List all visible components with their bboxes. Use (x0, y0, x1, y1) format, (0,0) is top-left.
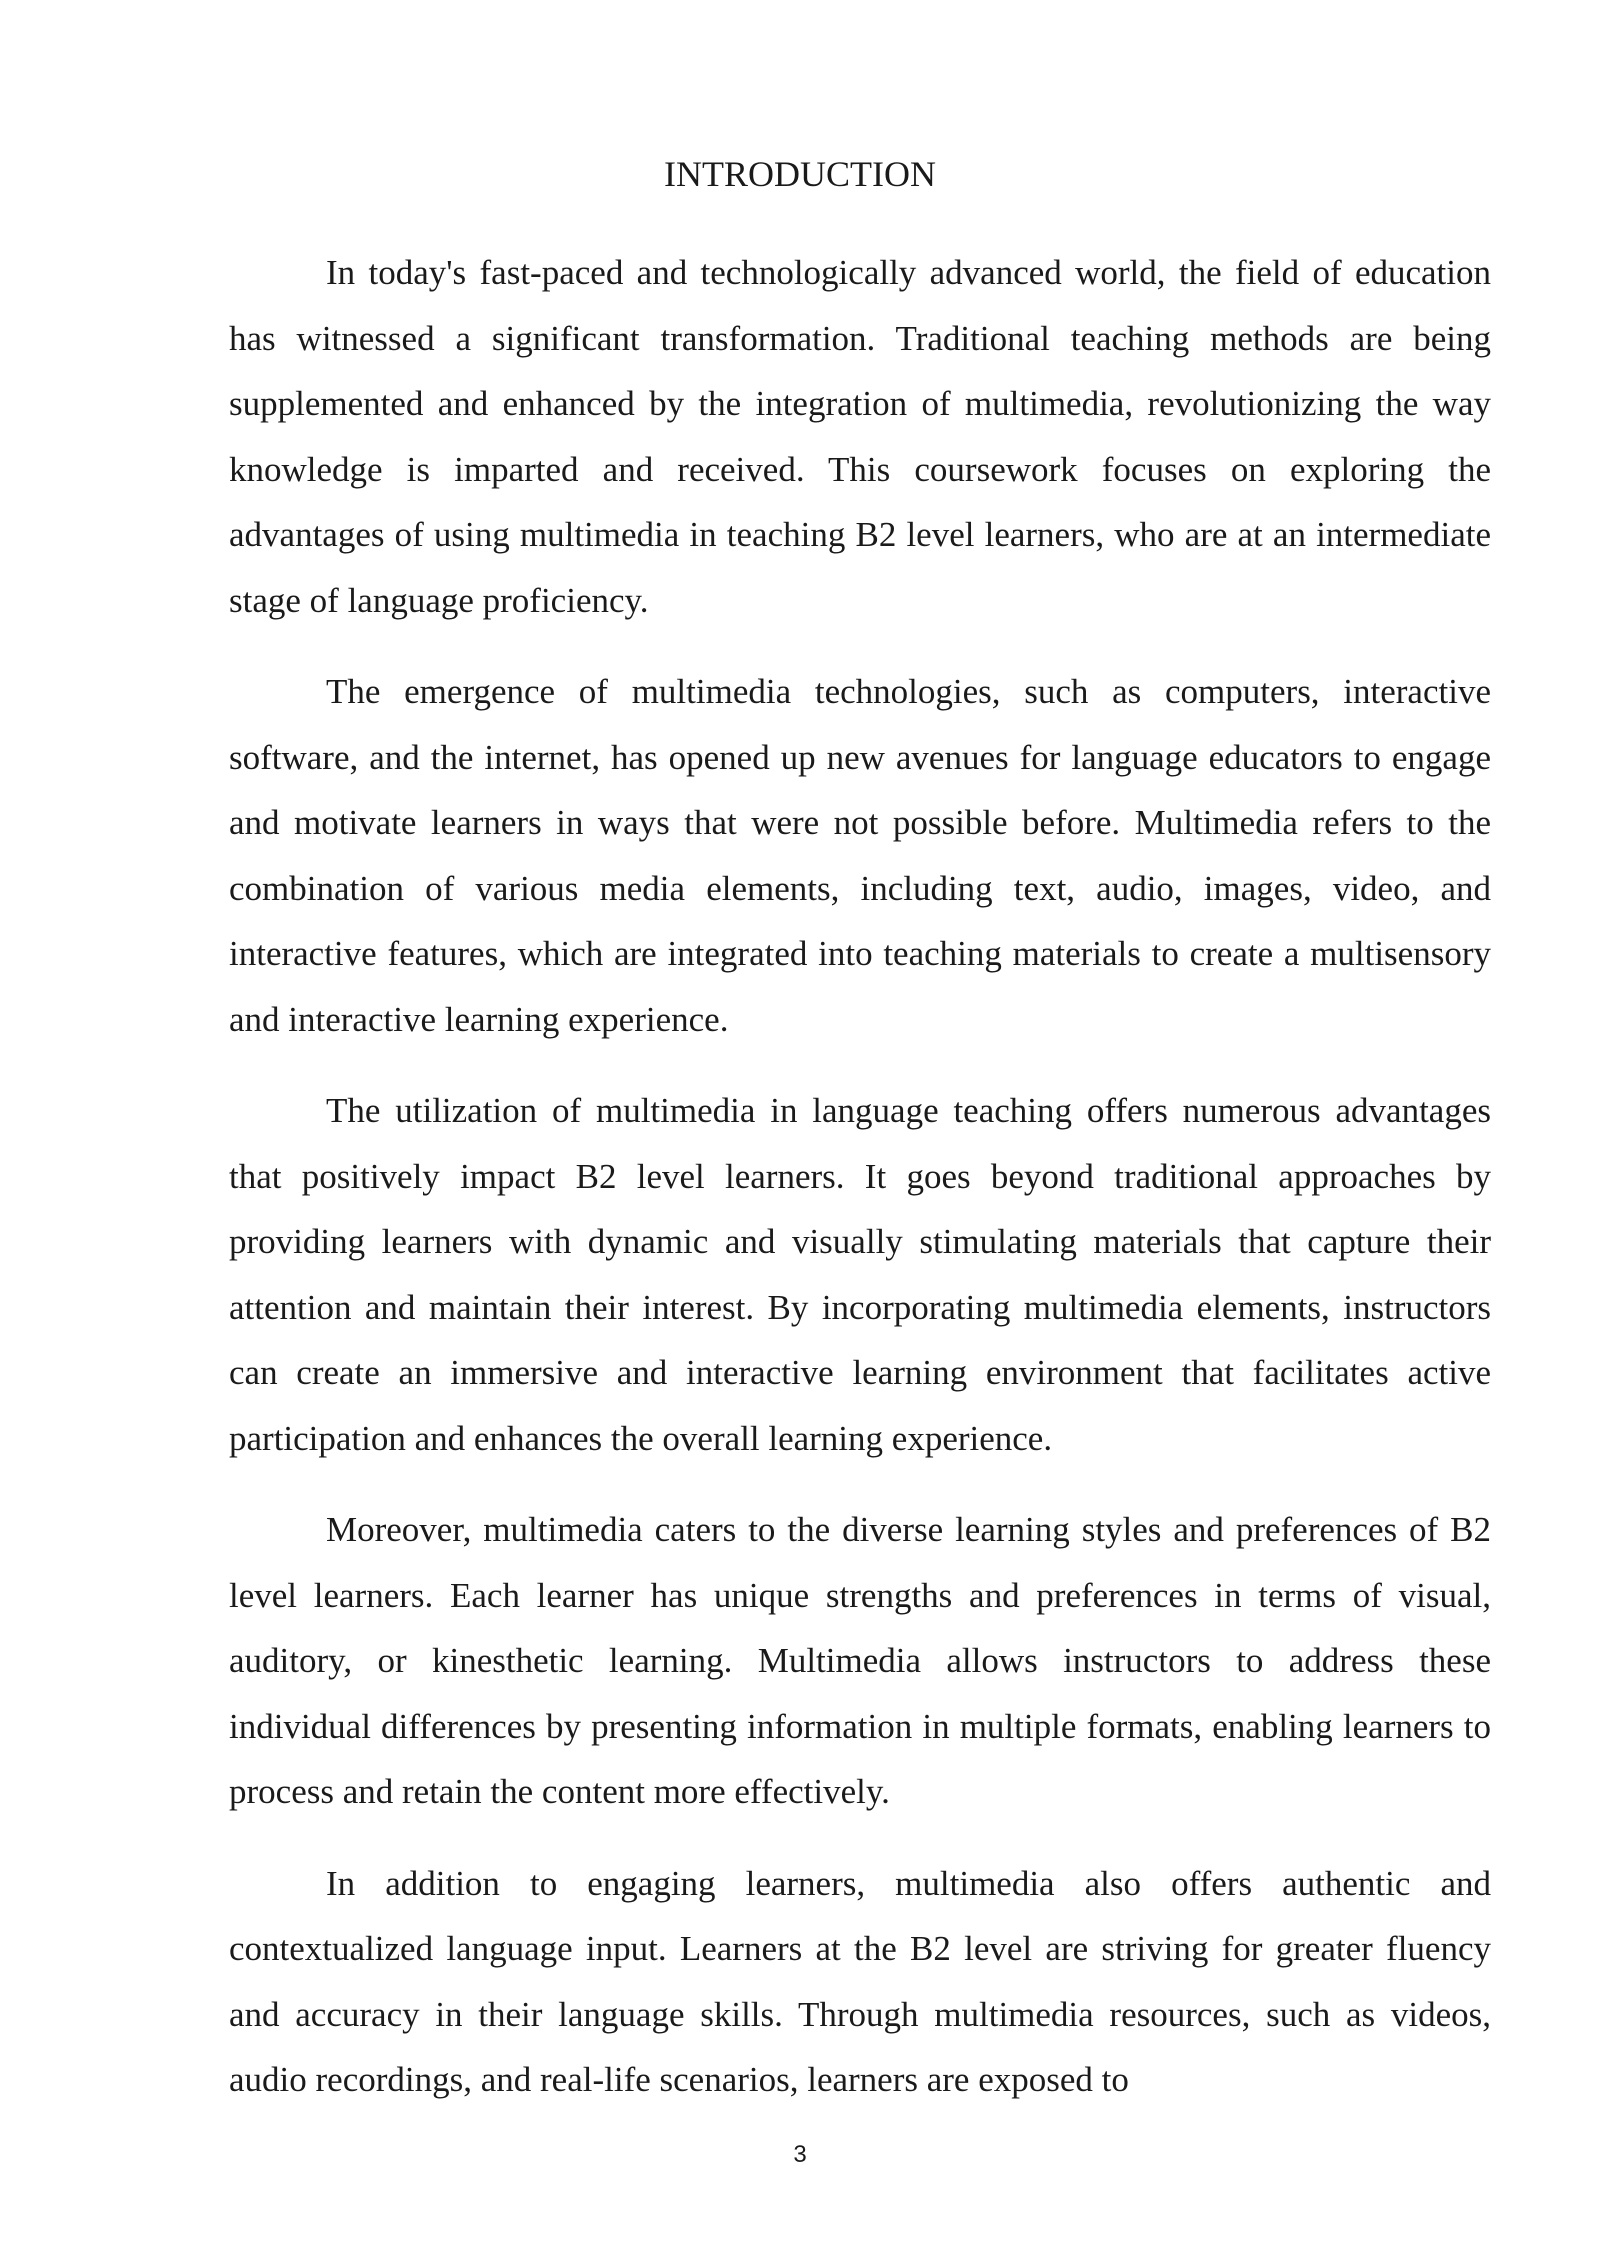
page-title: INTRODUCTION (664, 154, 936, 194)
paragraph-4: Moreover, multimedia caters to the diverse learning styles and preferences of B2 level learners. Each learner has unique strengths and preferences in terms of visual, auditory, or kinesthetic learning. Multimedia allows instructors to address these individual differences by presenting information in multiple formats, enabling learners to process and retain the content more effectively. (229, 1510, 1491, 1811)
page-number: 3 (793, 2141, 807, 2168)
paragraph-5: In addition to engaging learners, multimedia also offers authentic and contextualized language input. Learners at the B2 level are striving for greater fluency and accuracy in their language skills. Through multimedia resources, such as videos, audio recordings, and real-life scenarios, learners are exposed to (229, 1863, 1491, 2099)
paragraph-2: The emergence of multimedia technologies, such as computers, interactive software, and the internet, has opened up new avenues for language educators to engage and motivate learners in ways that were not possible before. Multimedia refers to the combination of various media elements, including text, audio, images, video, and interactive features, which are integrated into teaching materials to create a multisensory and interactive learning experience. (229, 672, 1491, 1039)
document-body (229, 240, 1491, 2139)
paragraph-1: In today's fast-paced and technologically advanced world, the field of education has witnessed a significant transformation. Traditional teaching methods are being supplemented and enhanced by the integration of multimedia, revolutionizing the way knowledge is imparted and received. This coursework focuses on exploring the advantages of using multimedia in teaching B2 level learners, who are at an intermediate stage of language proficiency. (229, 253, 1491, 620)
paragraph-3: The utilization of multimedia in language teaching offers numerous advantages that positively impact B2 level learners. It goes beyond traditional approaches by providing learners with dynamic and visually stimulating materials that capture their attention and maintain their interest. By incorporating multimedia elements, instructors can create an immersive and interactive learning environment that facilitates active participation and enhances the overall learning experience. (229, 1091, 1491, 1458)
